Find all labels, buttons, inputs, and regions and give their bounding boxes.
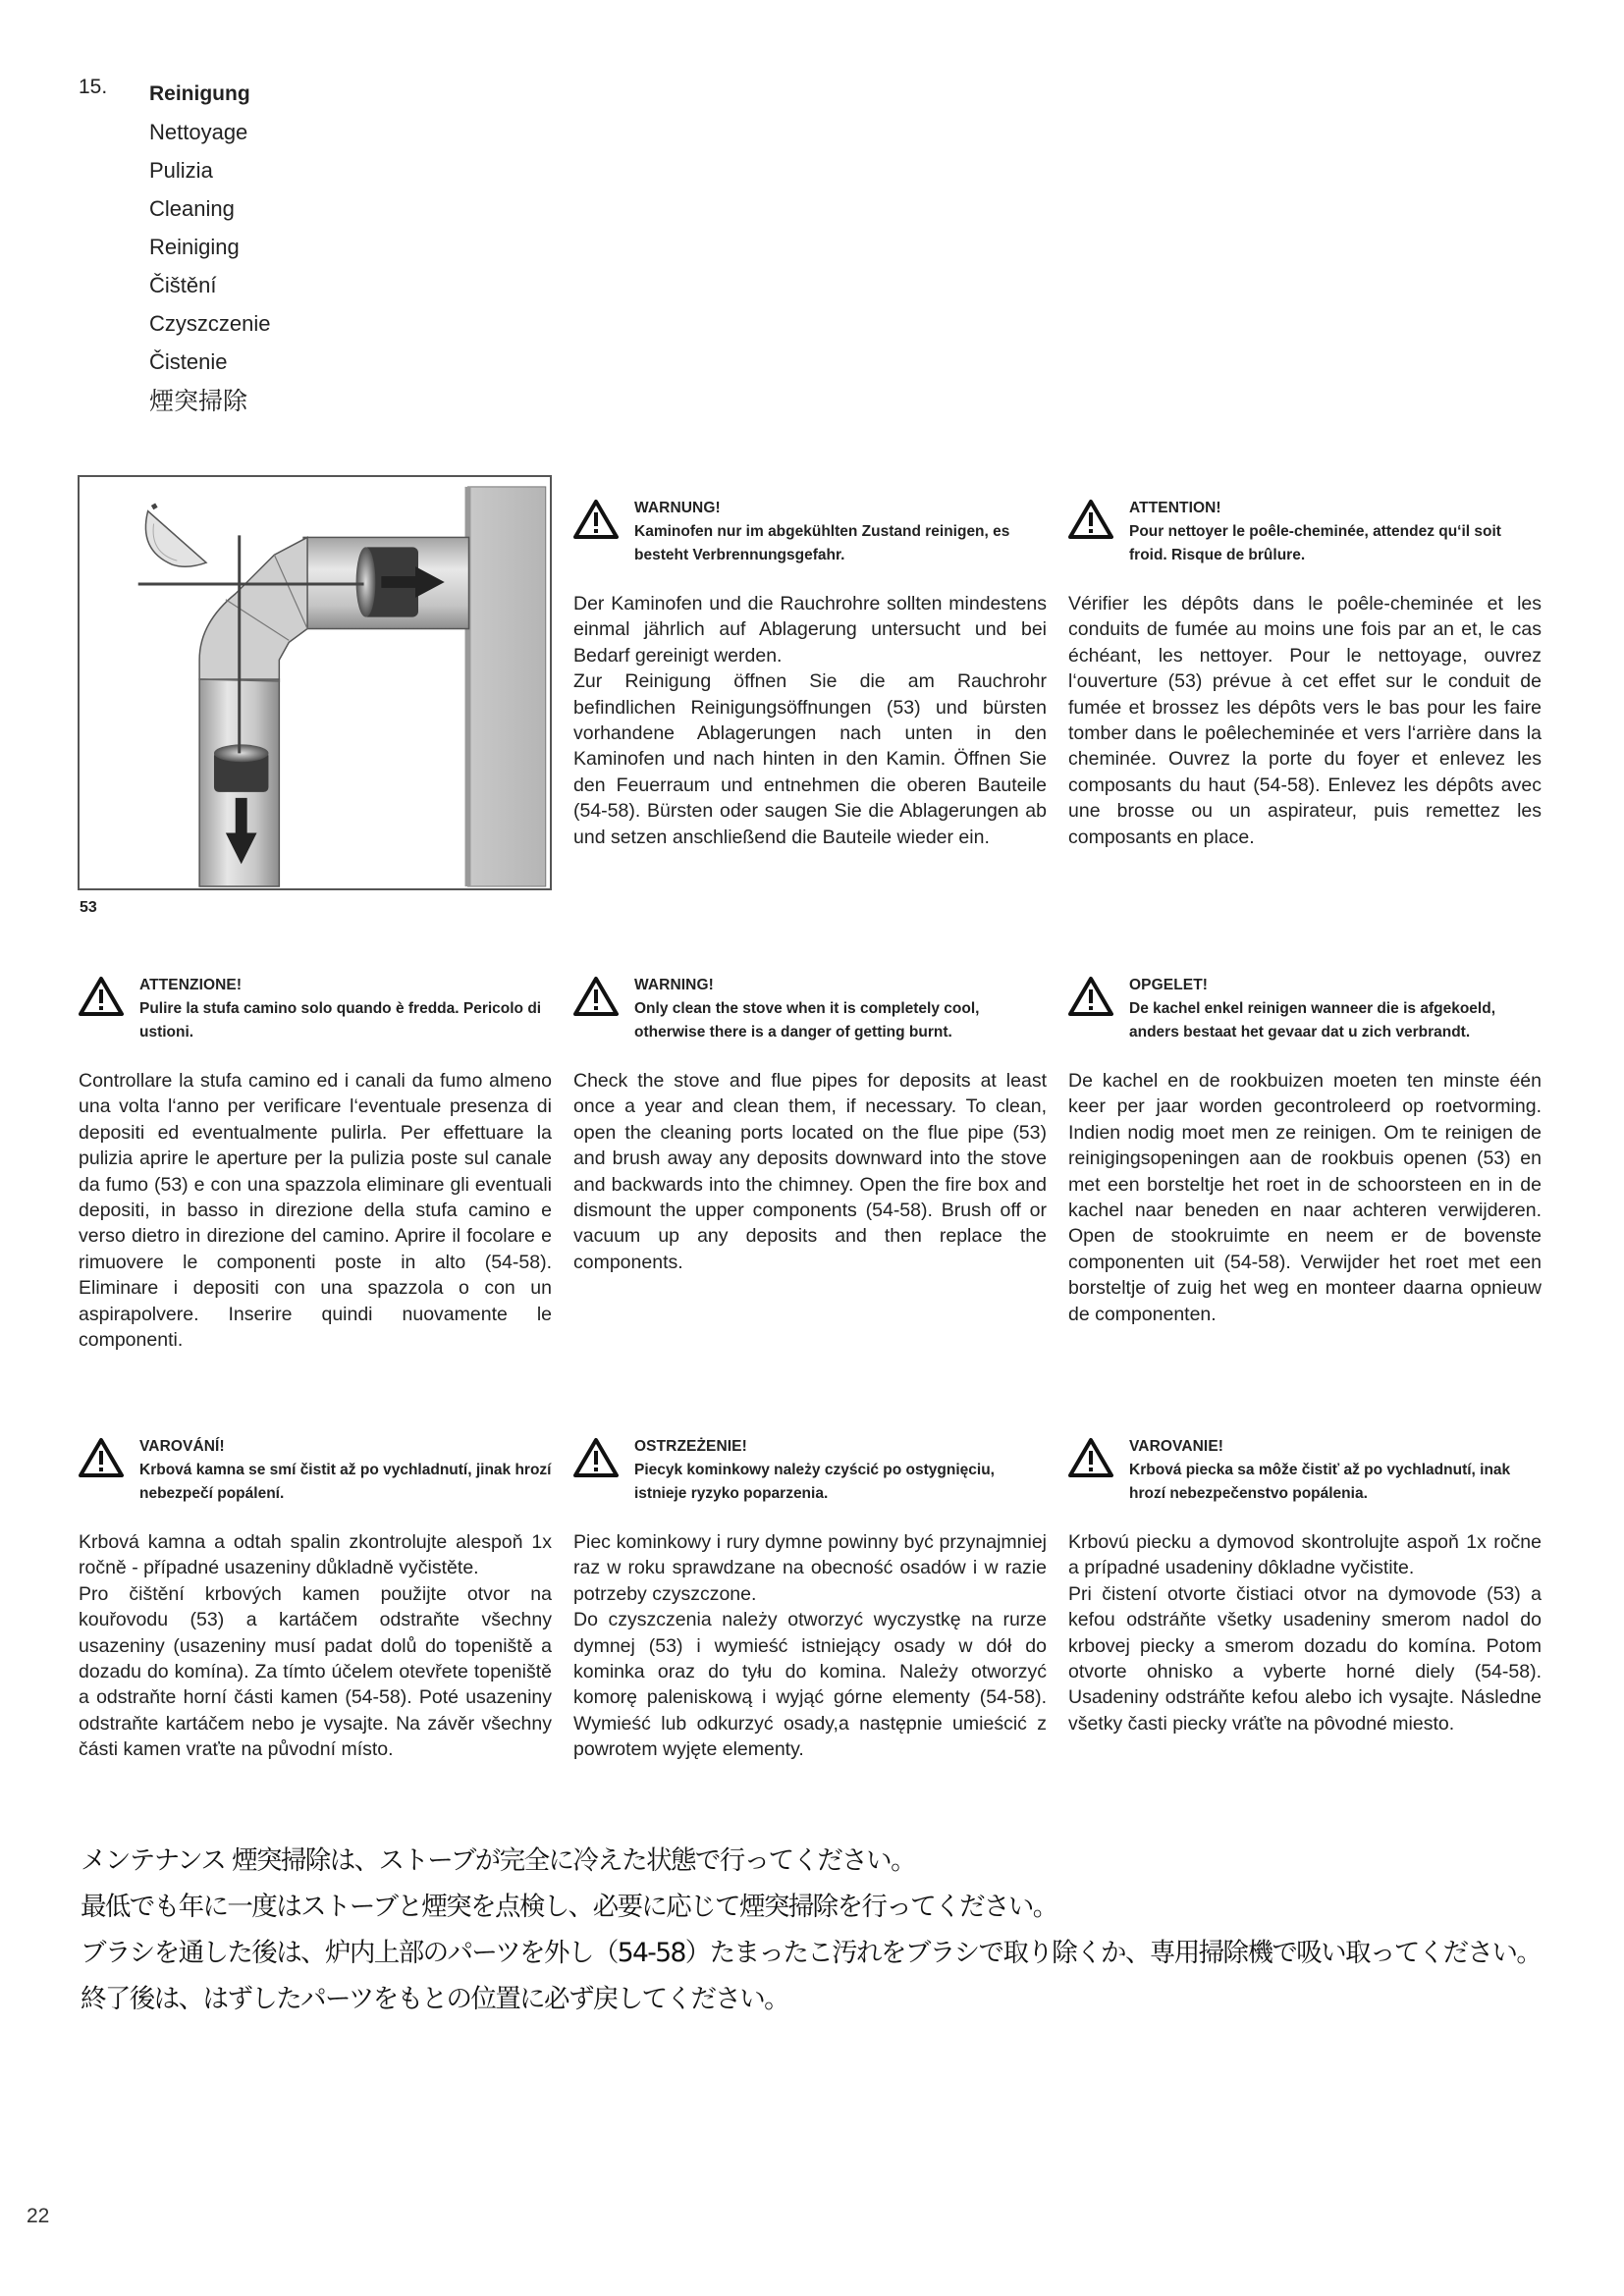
warning-box (79, 974, 552, 1044)
block-sk (1068, 1435, 1542, 1736)
warning-box (79, 1435, 552, 1506)
body-text: Controllare la stufa camino ed i canali da fumo almeno una volta l‘anno per verificare l‘eventuale presenza di depositi ed eventualmente pulirla. Per effettuare la pulizia aprire le aperture per la pulizia poste sul canale da fumo (53) e con una spazzola eliminare gli eventuali depositi, in basso in direzione della stufa camino e verso dietro in direzione del camino. Aprire il focolare e rimuovere le componenti poste in alto (54-58). Eliminare i depositi con una spazzola o con un aspirapolvere. Inserire quindi nuovamente le componenti. (79, 1070, 552, 1352)
title-de: Reinigung (149, 82, 250, 105)
title-it: Pulizia (149, 158, 213, 183)
block-pl (573, 1435, 1047, 1763)
japanese-instructions (81, 1838, 1573, 2022)
warning-icon (79, 976, 124, 1017)
warning-box (573, 1435, 1047, 1506)
warning-body: De kachel enkel reinigen wanneer die is afgekoeld, anders bestaat het gevaar dat u zich verbrandt. (1129, 1000, 1496, 1041)
warning-title: ATTENTION! (1129, 500, 1221, 516)
warning-body: Pulire la stufa camino solo quando è fredda. Pericolo di ustioni. (139, 1000, 542, 1041)
warning-icon (1068, 499, 1113, 540)
warning-box (1068, 1435, 1542, 1506)
figure-label: 53 (80, 899, 97, 916)
warning-box (573, 497, 1047, 567)
warning-icon (573, 1437, 619, 1478)
warning-body: Piecyk kominkowy należy czyścić po ostygnięciu, istnieje ryzyko poparzenia. (634, 1462, 995, 1502)
title-ja: 煙突掃除 (149, 387, 248, 415)
warning-body: Krbová kamna se smí čistit až po vychladnutí, jinak hrozí nebezpečí popálení. (139, 1462, 552, 1502)
warning-title: VAROVÁNÍ! (139, 1438, 225, 1455)
body-text: Piec kominkowy i rury dymne powinny być przynajmniej raz w roku sprawdzane na obecność osadów i w razie potrzeby czyszczone. Do czyszczenia należy otworzyć wyczystkę na rurze dymnej (53) i wymieść istniejący osady w dół do kominka oraz do tyłu do komina. Należy otworzyć komorę paleniskową i wyjąć górne elementy (54-58). Wymieść lub odkurzyć osady,a następnie umieścić z powrotem wyjęte elementy. (573, 1531, 1047, 1761)
body-text: Der Kaminofen und die Rauchrohre sollten mindestens einmal jährlich auf Ablagerung untersucht und bei Bedarf gereinigt werden. Zur Reinigung öffnen Sie die am Rauchrohr befindlichen Reinigungsöffnungen (53) und bürsten vorhandene Ablagerungen nach unten in den Kaminofen und nach hinten in den Kamin. Öffnen Sie den Feuerraum und entnehmen die oberen Bauteile (54-58). Bürsten oder saugen Sie die Ablagerungen ab und setzen anschließend die Bauteile wieder ein. (573, 593, 1047, 848)
warning-box (1068, 497, 1542, 567)
warning-icon (1068, 1437, 1113, 1478)
block-de (573, 497, 1047, 850)
block-en (573, 974, 1047, 1275)
title-pl: Czyszczenie (149, 311, 271, 336)
warning-title: VAROVANIE! (1129, 1438, 1224, 1455)
body-text: Check the stove and flue pipes for deposits at least once a year and clean them, if necessary. To clean, open the cleaning ports located on the flue pipe (53) and brush away any deposits downward into the stove and backwards into the chimney. Open the fire box and dismount the upper components (54-58). Brush off or vacuum up any deposits and then replace the components. (573, 1070, 1047, 1273)
body-text: De kachel en de rookbuizen moeten ten minste één keer per jaar worden gecontroleerd op roetvorming. Indien nodig moet men ze reinigen. Om te reinigen de reinigingsopeningen aan de rookbuis openen (53) en met een borsteltje het roet in de schoorsteen en in de kachel naar beneden en naar achteren verwijderen. Open de stookruimte en neem er de bovenste componenten uit (54-58). Verwijder het roet met een borsteltje of zuig het weg en monteer daarna opnieuw de componenten. (1068, 1070, 1542, 1325)
warning-body: Kaminofen nur im abgekühlten Zustand reinigen, es besteht Verbrennungsgefahr. (634, 523, 1010, 563)
warning-icon (573, 499, 619, 540)
body-text: Krbová kamna a odtah spalin zkontrolujte alespoň 1x ročně - případné usazeniny důkladně vyčistěte. Pro čištění krbových kamen použijte otvor na kouřovodu (53) a kartáčem odstraňte všechny usazeniny (usazeniny musí padat dolů do topeniště a dozadu do komína). Za tímto účelem otevřete topeniště a odstraňte horní části kamen (54-58). Poté usazeniny odstraňte kartáčem nebo je vysajte. Na závěr všechny části kamen vraťte na původní místo. (79, 1531, 552, 1761)
block-fr (1068, 497, 1542, 850)
japanese-line: 最低でも年に一度はストーブと煙突を点検し、必要に応じて煙突掃除を行ってください。 (81, 1892, 1057, 1922)
japanese-line: メンテナンス 煙突掃除は、ストーブが完全に冷えた状態で行ってください。 (81, 1845, 915, 1876)
title-fr: Nettoyage (149, 120, 248, 144)
title-en: Cleaning (149, 196, 235, 221)
japanese-line: 終了後は、はずしたパーツをもとの位置に必ず戻してください。 (81, 1984, 789, 2014)
warning-icon (1068, 976, 1113, 1017)
block-cs (79, 1435, 552, 1763)
title-nl: Reiniging (149, 235, 240, 259)
warning-box (1068, 974, 1542, 1044)
warning-icon (573, 976, 619, 1017)
warning-body: Pour nettoyer le poêle-cheminée, attendez qu‘il soit froid. Risque de brûlure. (1129, 523, 1501, 563)
title-cs: Čištění (149, 273, 217, 297)
warning-title: WARNUNG! (634, 500, 721, 516)
japanese-line: ブラシを通した後は、炉内上部のパーツを外し（54-58）たまったこ汚れをブラシで取り除くか、専用掃除機で吸い取ってください。 (81, 1938, 1542, 1968)
warning-icon (79, 1437, 124, 1478)
cleaning-illustration (78, 475, 552, 890)
title-sk: Čistenie (149, 349, 228, 374)
body-text: Vérifier les dépôts dans le poêle-cheminée et les conduits de fumée au moins une fois par an et, le cas échéant, les nettoyer. Pour le nettoyage, ouvrez l‘ouverture (53) prévue à cet effet sur le conduit de fumée et brossez les dépôts vers le bas pour les faire tomber dans le poêlecheminée et vers l‘arrière dans la cheminée. Ouvrez la porte du foyer et enlevez les composants du haut (54-58). Enlevez les dépôts avec une brosse ou un aspirateur, puis remettez les composants en place. (1068, 593, 1542, 848)
warning-box (573, 974, 1047, 1044)
warning-title: OSTRZEŻENIE! (634, 1438, 747, 1455)
section-titles (149, 75, 542, 419)
warning-title: OPGELET! (1129, 977, 1209, 993)
warning-title: ATTENZIONE! (139, 977, 243, 993)
page-number: 22 (27, 2205, 50, 2227)
block-it (79, 974, 552, 1353)
warning-title: WARNING! (634, 977, 714, 993)
warning-body: Only clean the stove when it is completely cool, otherwise there is a danger of getting burnt. (634, 1000, 980, 1041)
section-number: 15. (79, 76, 108, 98)
block-nl (1068, 974, 1542, 1327)
warning-body: Krbová piecka sa môže čistiť až po vychladnutí, inak hrozí nebezpečenstvo popálenia. (1129, 1462, 1511, 1502)
body-text: Krbovú piecku a dymovod skontrolujte aspoň 1x ročne a prípadné usadeniny dôkladne vyčistite. Pri čistení otvorte čistiaci otvor na dymovode (53) a kefou odstráňte všetky usadeniny smerom nadol do krbovej piecky a smerom dozadu do komína. Potom otvorte ohnisko a vyberte horné diely (54-58). Usadeniny odstráňte kefou alebo ich vysajte. Následne všetky časti piecky vráťte na pôvodné miesto. (1068, 1531, 1542, 1735)
